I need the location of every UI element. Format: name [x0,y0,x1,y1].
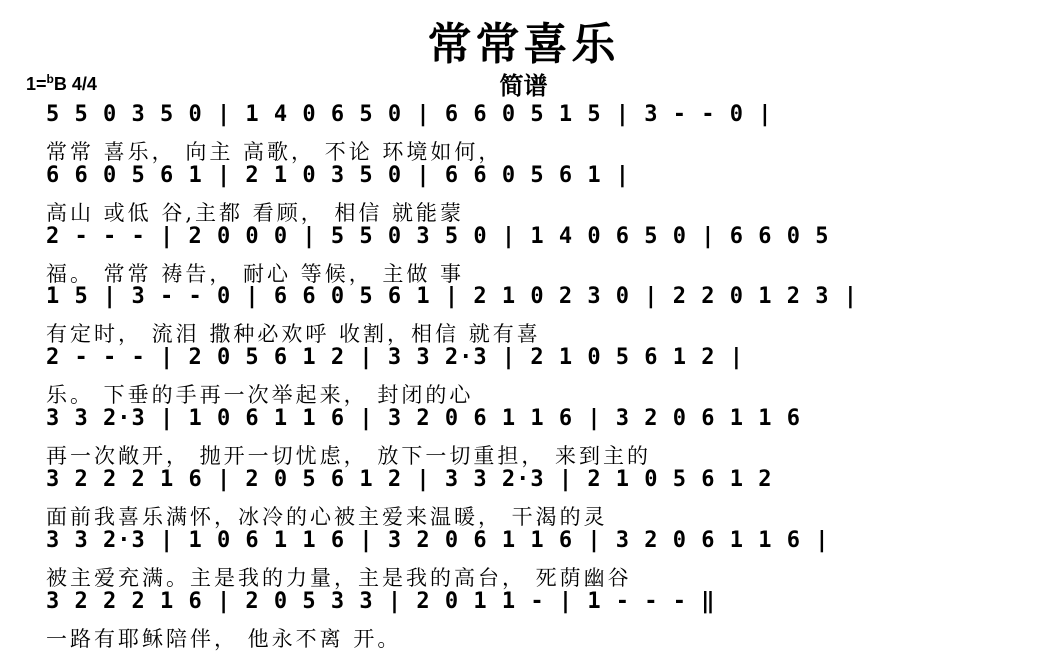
lyrics-line-1: 常常 喜乐， 向主 高歌， 不论 环境如何， [46,140,503,164]
notes-line-5: 2 - - - | 2 0 5 6 1 2 | 3 3 2·3 | 2 1 0 5 6 1 2 | [46,345,745,370]
lyrics-line-5: 乐。 下垂的手再一次举起来， 封闭的心 [46,383,474,407]
lyrics-line-3: 福。 常常 祷告， 耐心 等候， 主做 事 [46,262,465,286]
lyrics-line-6: 再一次敞开， 抛开一切忧虑， 放下一切重担， 来到主的 [46,444,652,468]
lyrics-line-7: 面前我喜乐满怀，冰冷的心被主爱来温暖， 干渴的灵 [46,505,608,529]
notes-line-7: 3 2 2 2 1 6 | 2 0 5 6 1 2 | 3 3 2·3 | 2 1 0 5 6 1 2 [46,467,773,492]
notes-line-2: 6 6 0 5 6 1 | 2 1 0 3 5 0 | 6 6 0 5 6 1 | [46,163,631,188]
notes-line-4: 1 5 | 3 - - 0 | 6 6 0 5 6 1 | 2 1 0 2 3 0 | 2 2 0 1 2 3 | [46,284,858,309]
song-title: 常常喜乐 [427,19,620,70]
song-subtitle: 简谱 [499,72,548,100]
notes-line-9: 3 2 2 2 1 6 | 2 0 5 3 3 | 2 0 1 1 - | 1 - - - ‖ [46,589,716,614]
key-prefix: 1= [26,74,47,94]
key-signature [26,72,97,95]
key-rest: B 4/4 [53,74,97,94]
flat-sign: b [46,72,54,86]
lyrics-line-9: 一路有耶稣陪伴， 他永不离 开。 [46,627,402,651]
notes-line-6: 3 3 2·3 | 1 0 6 1 1 6 | 3 2 0 6 1 1 6 | 3 2 0 6 1 1 6 [46,406,801,431]
lyrics-line-8: 被主爱充满。主是我的力量，主是我的高台， 死荫幽谷 [46,566,632,590]
notes-line-3: 2 - - - | 2 0 0 0 | 5 5 0 3 5 0 | 1 4 0 6 5 0 | 6 6 0 5 [46,224,830,249]
notes-line-8: 3 3 2·3 | 1 0 6 1 1 6 | 3 2 0 6 1 1 6 | 3 2 0 6 1 1 6 | [46,528,830,553]
lyrics-line-2: 高山 或低 谷,主都 看顾， 相信 就能蒙 [46,201,465,225]
lyrics-line-4: 有定时， 流泪 撒种必欢呼 收割，相信 就有喜 [46,322,541,346]
notes-line-1: 5 5 0 3 5 0 | 1 4 0 6 5 0 | 6 6 0 5 1 5 | 3 - - 0 | [46,102,773,127]
